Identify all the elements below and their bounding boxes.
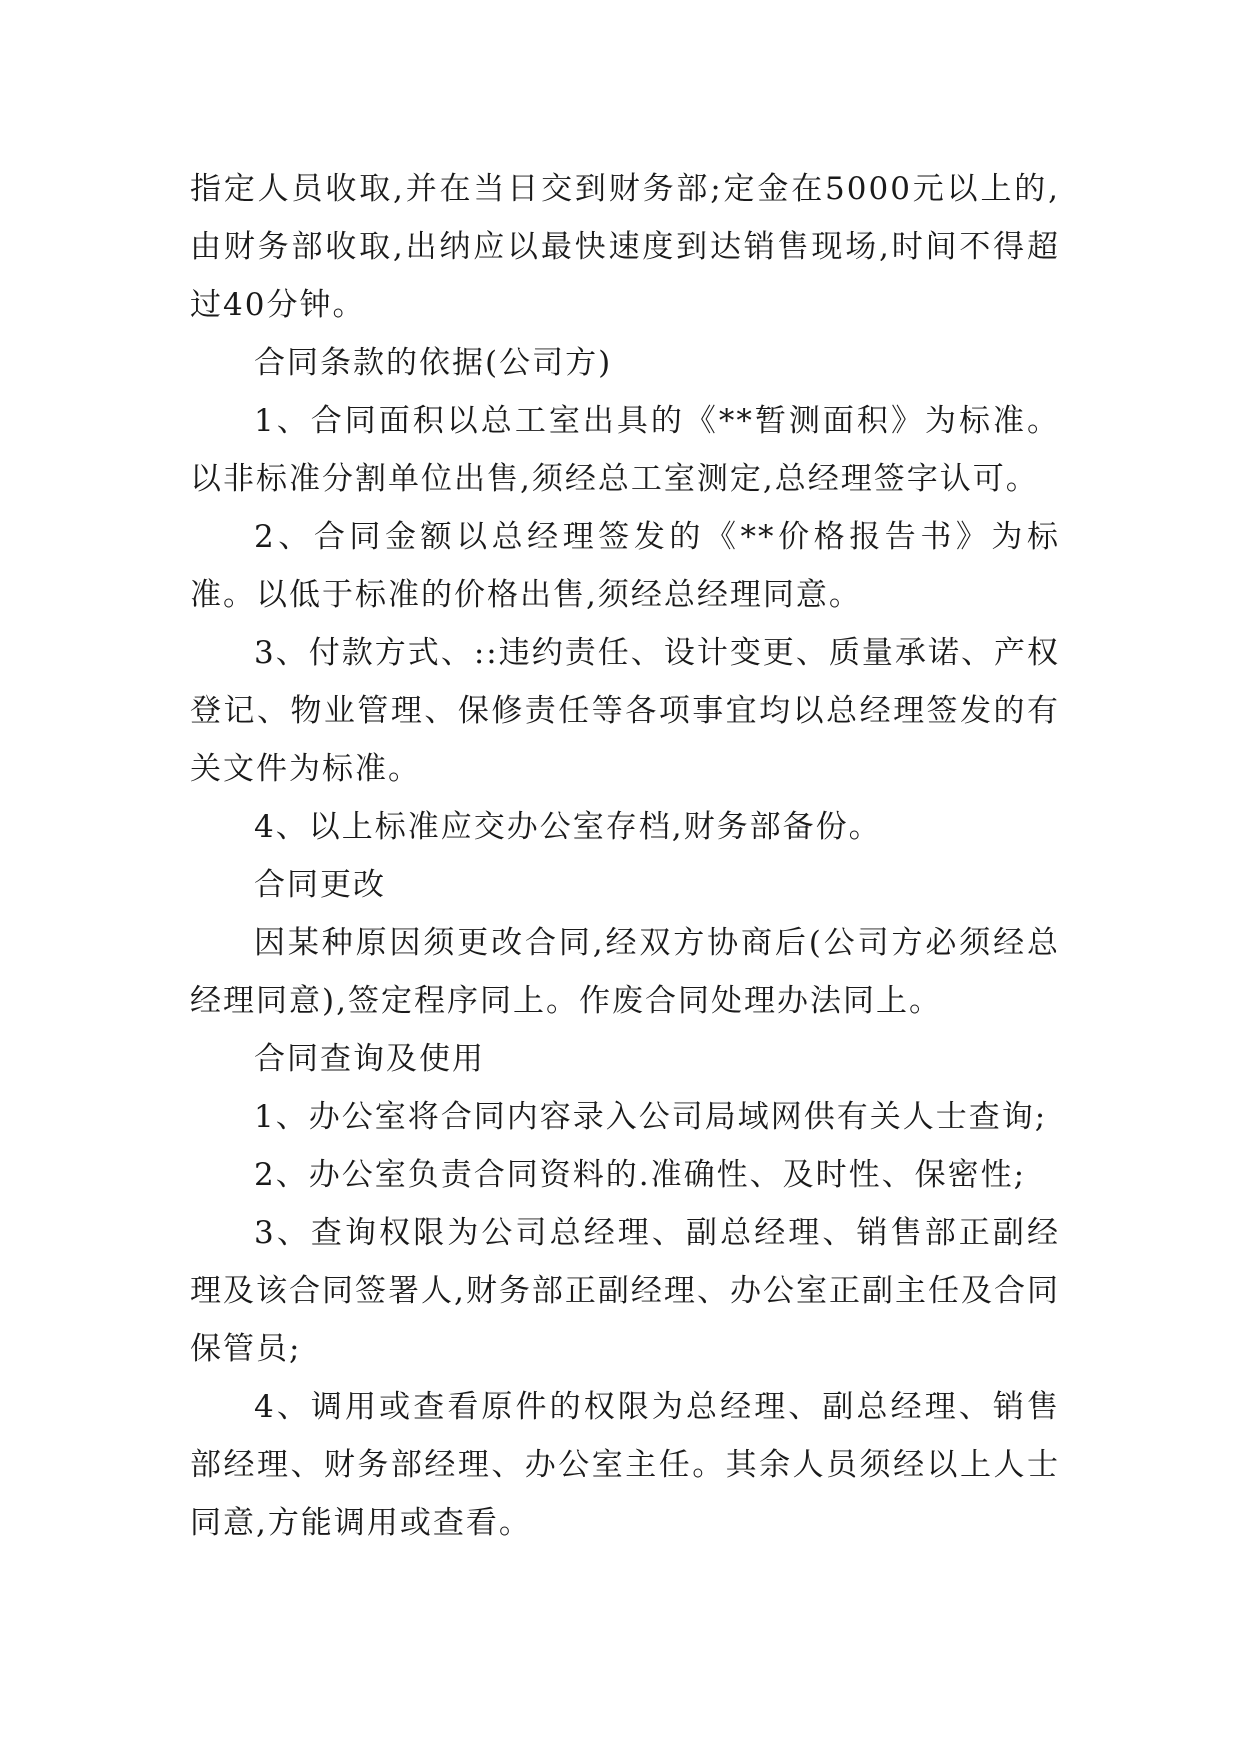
heading-contract-terms-basis: 合同条款的依据(公司方) [254,345,613,381]
paragraph-deposit-collection: 指定人员收取,并在当日交到财务部;定金在5000元以上的,由财务部收取,出纳应以最快速度到达销售现场,时间不得超过40分钟。 [190,171,1060,323]
paragraph-payment-terms: 3、付款方式、::违约责任、设计变更、质量承诺、产权登记、物业管理、保修责任等各项事宜均以总经理签发的有关文件为标准。 [190,635,1060,787]
heading-contract-query: 合同查询及使用 [254,1041,485,1077]
paragraph-query-permissions: 3、查询权限为公司总经理、副总经理、销售部正副经理及该合同签署人,财务部正副经理、办公室正副主任及合同保管员; [190,1215,1060,1367]
paragraph-contract-area: 1、合同面积以总工室出具的《**暂测面积》为标准。以非标准分割单位出售,须经总工室测定,总经理签字认可。 [190,403,1060,497]
paragraph-query-lan: 1、办公室将合同内容录入公司局域网供有关人士查询; [254,1099,1048,1135]
document-body [190,160,1060,1552]
paragraph-query-accuracy: 2、办公室负责合同资料的.准确性、及时性、保密性; [254,1157,1027,1193]
heading-contract-changes: 合同更改 [254,867,386,903]
paragraph-contract-changes: 因某种原因须更改合同,经双方协商后(公司方必须经总经理同意),签定程序同上。作废合同处理办法同上。 [190,925,1060,1019]
paragraph-original-access: 4、调用或查看原件的权限为总经理、副总经理、销售部经理、财务部经理、办公室主任。其余人员须经以上人士同意,方能调用或查看。 [190,1389,1060,1541]
paragraph-archiving: 4、以上标准应交办公室存档,财务部备份。 [254,809,882,845]
paragraph-contract-amount: 2、合同金额以总经理签发的《**价格报告书》为标准。以低于标准的价格出售,须经总经理同意。 [190,519,1060,613]
